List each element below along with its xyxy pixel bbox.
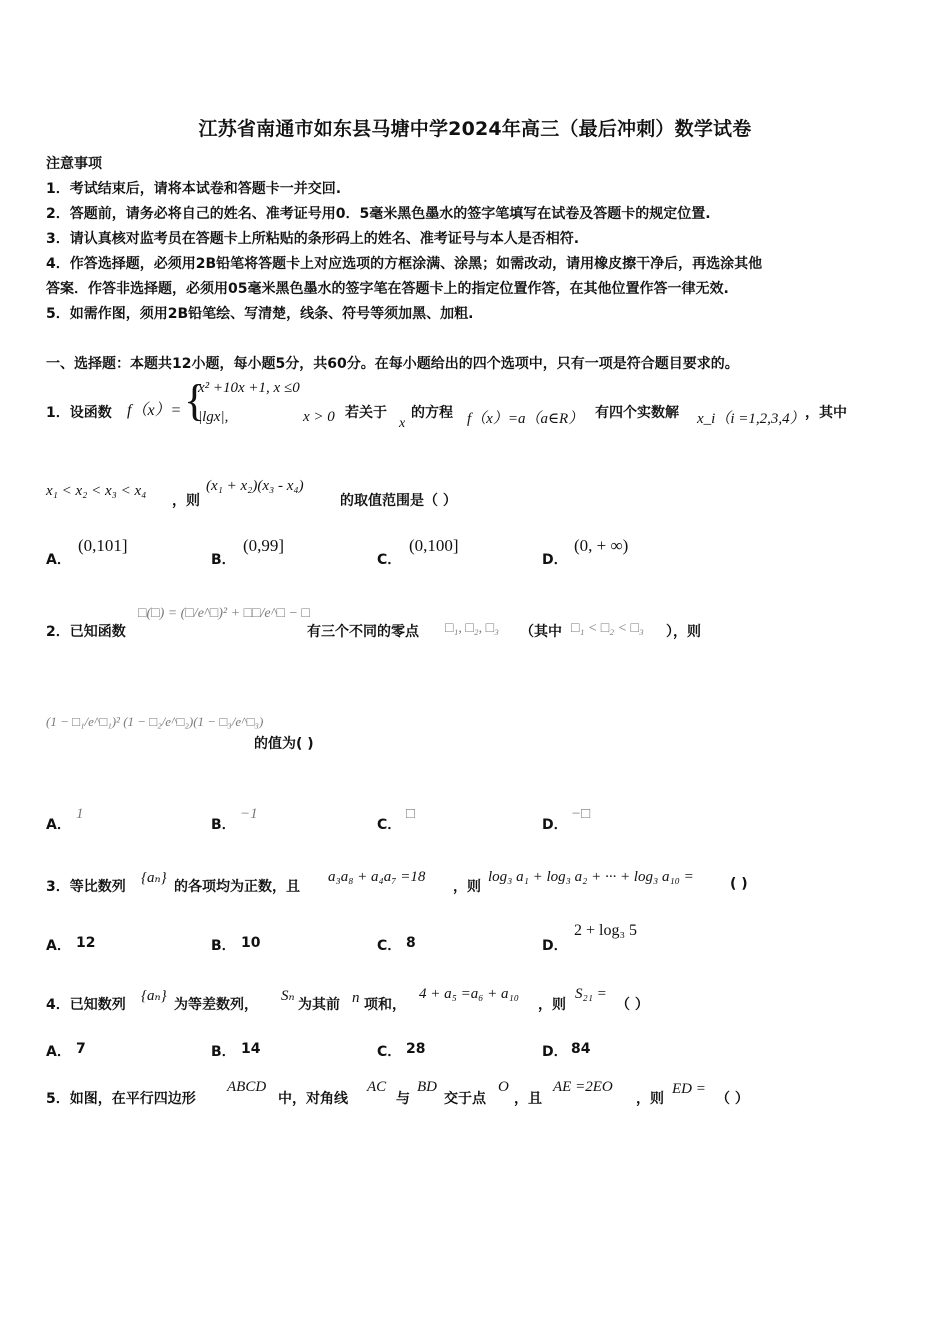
q5-text: ，则 (636, 1091, 664, 1107)
q4-option-b-value: 14 (241, 1041, 261, 1057)
q5-text: 交于点 (444, 1091, 486, 1107)
q4-target: S₂₁ = (575, 986, 607, 1002)
q4-option-c-value: 28 (406, 1041, 426, 1057)
q3-condition: a₃a₈ + a₄a₇ =18 (328, 869, 426, 885)
q4-sn: Sₙ (281, 988, 295, 1004)
q2-text: （其中 (520, 624, 562, 640)
notice-heading: 注意事项 (46, 156, 102, 172)
q4-text: ，则 (538, 997, 566, 1013)
q1-text: 有四个实数解 (595, 405, 679, 421)
notice-item: 1．考试结束后，请将本试卷和答题卡一并交回. (46, 181, 342, 197)
q4-option-a-value: 7 (76, 1041, 86, 1057)
q4-sequence: {aₙ} (141, 988, 167, 1004)
q1-text: 的方程 (411, 405, 453, 421)
q4-option-a-label[interactable]: A． (46, 1044, 71, 1060)
q4-text: （ ） (616, 997, 649, 1013)
q1-case2: |lgx|, (198, 409, 229, 425)
q1-brace: { (184, 376, 206, 425)
q2-text: 有三个不同的零点 (307, 624, 419, 640)
q5-text: 中，对角线 (278, 1091, 348, 1107)
notice-item: 4．作答选择题，必须用2B铅笔将答题卡上对应选项的方框涂满、涂黑；如需改动，请用橡皮擦干净后，再选涂其他 (46, 256, 763, 272)
q2-text: ），则 (666, 624, 701, 640)
q5-text: 与 (396, 1091, 410, 1107)
q5-bd: BD (417, 1079, 437, 1095)
notice-item: 答案．作答非选择题，必须用05毫米黑色墨水的签字笔在答题卡上的指定位置作答，在其他位置作答一律无效. (46, 281, 729, 297)
q2-zeros: □₁, □₂, □₃ (445, 621, 499, 636)
q4-text: 为等差数列， (174, 997, 258, 1013)
q1-option-d-value: (0, + ∞) (574, 536, 629, 555)
q5-o: O (498, 1079, 509, 1095)
q1-fx: f（x）= (127, 402, 182, 419)
q2-text: 的值为( ) (254, 736, 314, 752)
notice-item: 5．如需作图，须用2B铅笔绘、写清楚，线条、符号等须加黑、加粗. (46, 306, 474, 322)
q3-option-c-value: 8 (406, 935, 416, 951)
q1-order: x₁ < x₂ < x₃ < x₄ (46, 483, 147, 499)
q5-lead: 5．如图，在平行四边形 (46, 1091, 196, 1107)
q1-option-b-value: (0,99] (243, 536, 285, 555)
q5-condition: AE =2EO (553, 1079, 613, 1095)
q2-order: □₁ < □₂ < □₃ (571, 621, 644, 636)
q1-option-c-value: (0,100] (409, 536, 459, 555)
notice-item: 2．答题前，请务必将自己的姓名、准考证号用0．5毫米黑色墨水的签字笔填写在试卷及答题卡的规定位置. (46, 206, 711, 222)
q3-option-c-label[interactable]: C． (377, 938, 402, 954)
q3-sequence: {aₙ} (141, 870, 167, 886)
q3-option-a-label[interactable]: A． (46, 938, 71, 954)
q2-expression: (1 − □₁/e^□₁)² (1 − □₂/e^□₂)(1 − □₃/e^□₃) (46, 714, 264, 729)
q4-option-d-value: 84 (571, 1041, 591, 1057)
q1-case2-cond: x > 0 (303, 409, 335, 425)
q5-text: （ ） (716, 1091, 749, 1107)
q3-text: 的各项均为正数，且 (174, 879, 300, 895)
q2-option-a-label[interactable]: A． (46, 817, 71, 833)
q2-option-a-value: 1 (76, 806, 84, 822)
q1-roots: x_i（i =1,2,3,4） (697, 411, 805, 427)
q1-case1: x² +10x +1, x ≤0 (198, 380, 300, 396)
q5-target: ED = (672, 1081, 706, 1097)
q3-lead: 3．等比数列 (46, 879, 126, 895)
q3-expression: log₃ a₁ + log₃ a₂ + ··· + log₃ a₁₀ = (488, 869, 694, 885)
section-heading: 一、选择题：本题共12小题，每小题5分，共60分。在每小题给出的四个选项中，只有一项是符合题目要求的。 (46, 356, 739, 372)
notice-item: 3．请认真核对监考员在答题卡上所粘贴的条形码上的姓名、准考证号与本人是否相符. (46, 231, 580, 247)
page-title: 江苏省南通市如东县马塘中学2024年高三（最后冲刺）数学试卷 (198, 118, 752, 140)
q2-lead: 2．已知函数 (46, 624, 126, 640)
q1-text: ，则 (172, 493, 200, 509)
q1-equation: f（x）=a（a∈R） (467, 411, 584, 427)
q2-option-b-label[interactable]: B． (211, 817, 236, 833)
q4-text: 项和， (364, 997, 406, 1013)
q1-option-a-value: (0,101] (78, 536, 128, 555)
q1-option-a-label[interactable]: A． (46, 552, 71, 568)
q3-option-a-value: 12 (76, 935, 96, 951)
q1-lead: 1．设函数 (46, 405, 112, 421)
q5-abcd: ABCD (227, 1079, 267, 1095)
q1-var: x (399, 416, 406, 431)
q1-option-b-label[interactable]: B． (211, 552, 236, 568)
q3-text: ( ) (730, 876, 748, 892)
q5-text: ，且 (514, 1091, 542, 1107)
q4-lead: 4．已知数列 (46, 997, 126, 1013)
q2-option-c-label[interactable]: C． (377, 817, 402, 833)
q5-ac: AC (367, 1079, 387, 1095)
q1-text: 若关于 (345, 405, 387, 421)
q4-option-b-label[interactable]: B． (211, 1044, 236, 1060)
q2-function: □(□) = (□/e^□)² + □□/e^□ − □ (138, 606, 310, 621)
q3-option-d-value: 2 + log₃ 5 (574, 922, 638, 939)
q2-option-d-label[interactable]: D． (542, 817, 568, 833)
q4-text: 为其前 (298, 997, 340, 1013)
q4-option-c-label[interactable]: C． (377, 1044, 402, 1060)
q1-text: ，其中 (805, 405, 847, 421)
q1-expression: (x₁ + x₂)(x₃ - x₄) (206, 478, 304, 494)
q4-condition: 4 + a₅ =a₆ + a₁₀ (419, 986, 519, 1002)
q3-option-b-label[interactable]: B． (211, 938, 236, 954)
q3-text: ，则 (453, 879, 481, 895)
q3-option-d-label[interactable]: D． (542, 938, 568, 954)
q4-n: n (352, 990, 360, 1006)
q1-option-c-label[interactable]: C． (377, 552, 402, 568)
q2-option-d-value: −□ (571, 806, 591, 822)
q1-text: 的取值范围是（ ） (340, 493, 457, 509)
q2-option-b-value: −1 (240, 806, 258, 822)
q2-option-c-value: □ (406, 806, 416, 822)
q4-option-d-label[interactable]: D． (542, 1044, 568, 1060)
q3-option-b-value: 10 (241, 935, 261, 951)
q1-option-d-label[interactable]: D． (542, 552, 568, 568)
